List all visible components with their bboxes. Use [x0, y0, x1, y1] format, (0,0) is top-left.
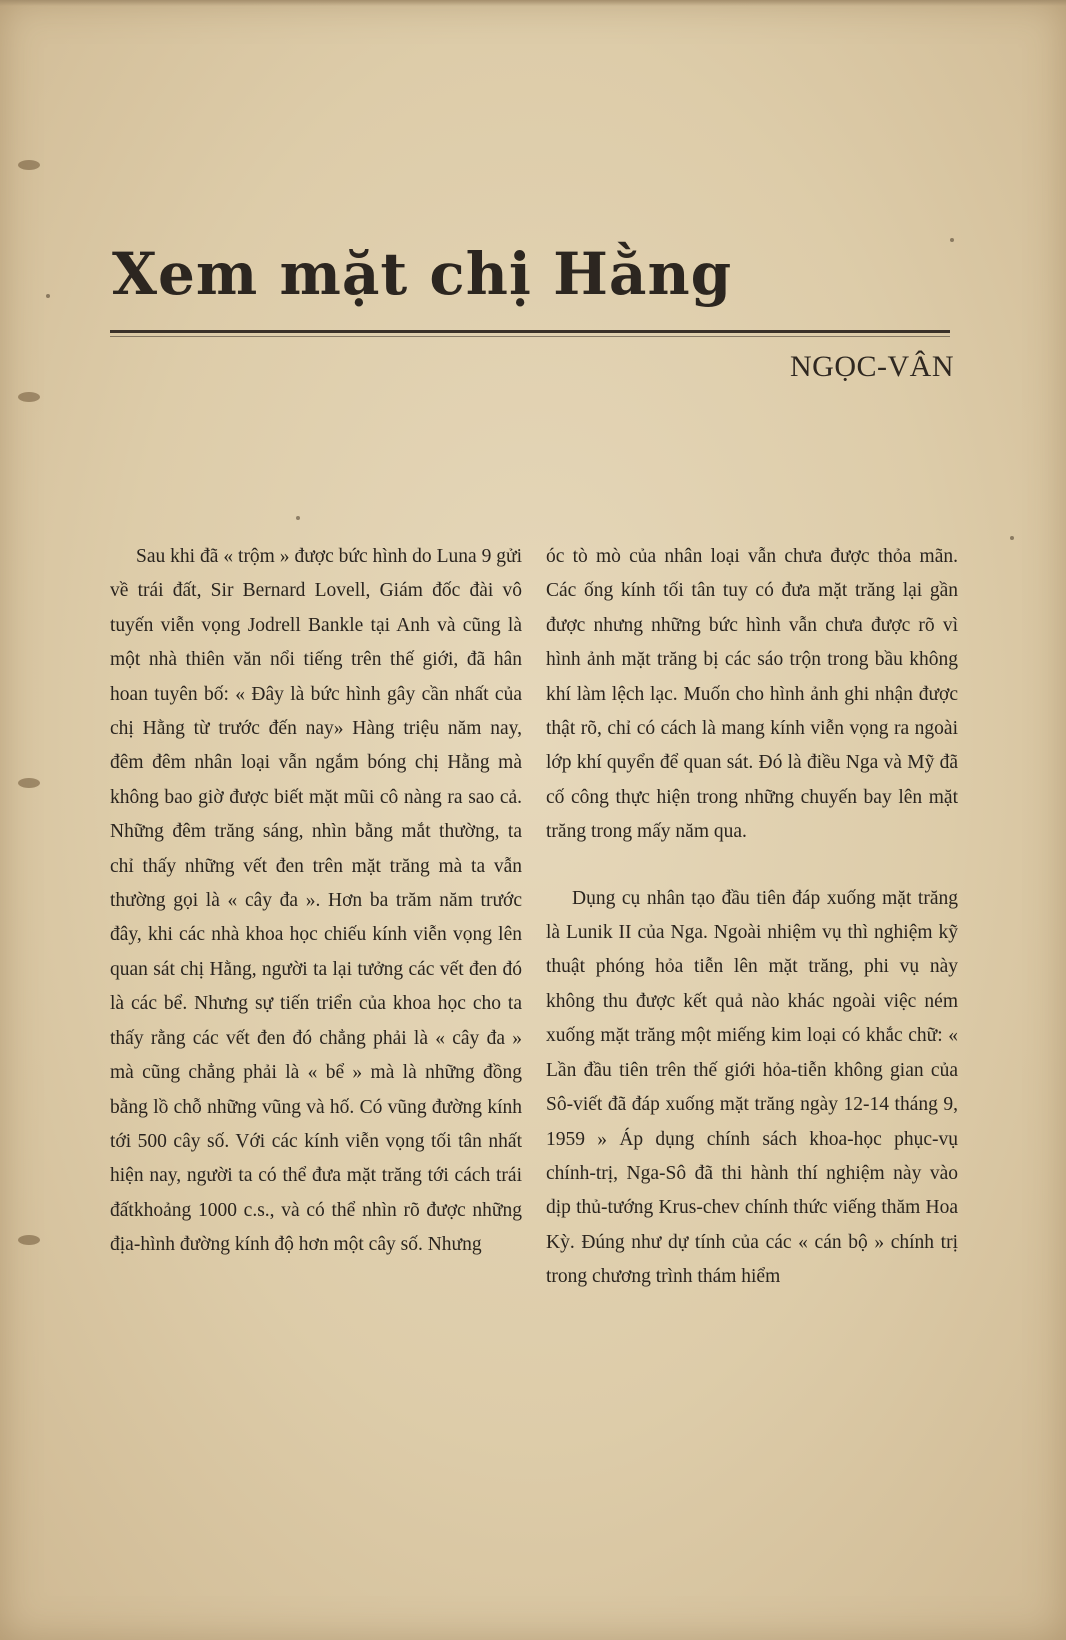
body-paragraph: Sau khi đã « trộm » được bức hình do Luna 9 gửi về trái đất, Sir Bernard Lovell, Giám đốc đài vô tuyến viễn vọng Jodrell Bankle tại Anh và cũng là một nhà thiên văn nổi tiếng trên thế giới, đã hân hoan tuyên bố: « Đây là bức hình gây cần nhất của chị Hằng từ trước đến nay» Hàng triệu năm nay, đêm đêm nhân loại vẫn ngắm bóng chị Hằng mà không bao giờ được biết mặt mũi cô nàng ra sao cả. Những đêm trăng sáng, nhìn bằng mắt thường, ta chỉ thấy những vết đen trên mặt trăng mà ta vẫn thường gọi là « cây đa ». Hơn ba trăm năm trước đây, khi các nhà khoa học chiếu kính viễn vọng lên quan sát chị Hằng, người ta lại tưởng các vết đen đó là các bể. Nhưng sự tiến triển của khoa học cho ta thấy rằng các vết đen đó chẳng phải là « cây đa » mà cũng chẳng phải là « bể » mà là những đồng bằng lồ chỗ những vũng và hố. Có vũng đường kính tới 500 cây số. Với các kính viễn vọng tối tân nhất hiện nay, người ta có thể đưa mặt trăng tới cách trái đấtkhoảng 1000 c.s., và có thể nhìn rõ được những địa-hình đường kính độ hơn một cây số. Nhưng — [110, 546, 522, 1256]
paper-speck — [950, 238, 954, 242]
title-divider-thin — [110, 336, 950, 337]
paper-speck — [296, 516, 300, 520]
paper-speck — [46, 294, 50, 298]
body-paragraph: óc tò mò của nhân loại vẫn chưa được thỏa mãn. Các ống kính tối tân tuy có đưa mặt trăng lại gần được nhưng những bức hình vẫn chưa được rõ vì hình ảnh mặt trăng bị các sáo trộn trong bầu không khí làm lệch lạc. Muốn cho hình ảnh ghi nhận được thật rõ, chỉ có cách là mang kính viễn vọng ra ngoài lớp khí quyển để quan sát. Đó là điều Nga và Mỹ đã cố công thực hiện trong những chuyến bay lên mặt trăng trong mấy năm qua. — [546, 546, 958, 843]
binding-hole-mark — [18, 1235, 40, 1245]
article-title: Xem mặt chị Hằng — [112, 240, 733, 308]
binding-hole-mark — [18, 160, 40, 170]
paper-speck — [1010, 536, 1014, 540]
left-column — [110, 540, 522, 1263]
article-author: NGỌC-VÂN — [790, 350, 954, 383]
body-paragraph: Dụng cụ nhân tạo đầu tiên đáp xuống mặt trăng là Lunik II của Nga. Ngoài nhiệm vụ thì nghiệm kỹ thuật phóng hỏa tiễn lên mặt trăng, phi vụ này không thu được kết quả nào khác ngoài việc ném xuống mặt trăng một miếng kim loại có khắc chữ: « Lần đầu tiên trên thế giới hỏa-tiễn không gian của Sô-viết đã đáp xuống mặt trăng ngày 12-14 tháng 9, 1959 » Áp dụng chính sách khoa-học phục-vụ chính-trị, Nga-Sô đã thi hành thí nghiệm này vào dịp thủ-tướng Krus-chev chính thức viếng thăm Hoa Kỳ. Đúng như dự tính của các « cán bộ » chính trị trong chương trình thám hiểm — [546, 887, 958, 1288]
title-divider — [110, 330, 950, 333]
page-top-edge — [0, 0, 1066, 6]
binding-hole-mark — [18, 778, 40, 788]
right-column — [546, 540, 958, 1295]
binding-hole-mark — [18, 392, 40, 402]
